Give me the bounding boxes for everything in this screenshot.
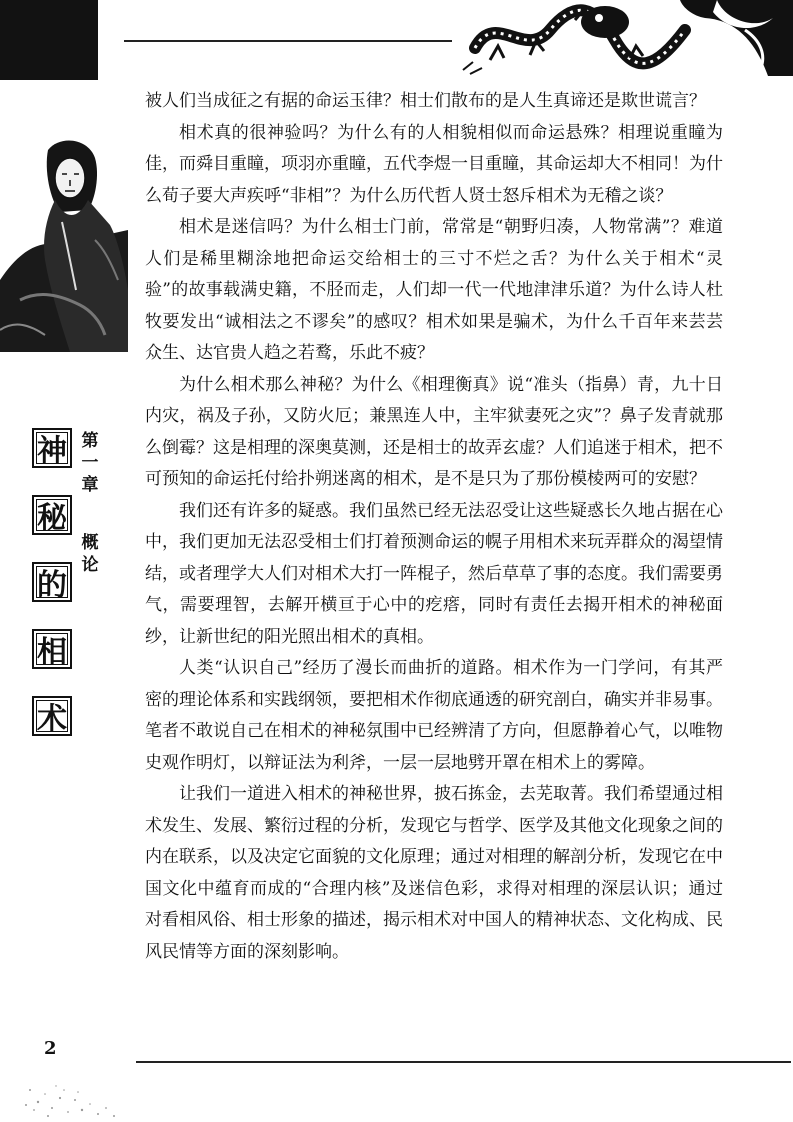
- chapter-heading: [80, 430, 100, 576]
- chapter-char: 第: [81, 431, 99, 451]
- paragraph: 让我们一道进入相术的神秘世界，披石拣金，去芜取菁。我们希望通过相术发生、发展、繁衍过程的分析，发现它与哲学、医学及其他文化现象之间的内在联系，以及决定它面貌的文化原理；通过对相理的解剖分析，发现它在中国文化中蕴育而成的“合理内核”及迷信色彩，求得对相理的深层认识；通过对看相风俗、相士形象的描述，揭示相术对中国人的精神状态、文化构成、民风民情等方面的深刻影响。: [145, 784, 723, 962]
- body-text: [145, 86, 723, 968]
- paragraph: 人类“认识自己”经历了漫长而曲折的道路。相术作为一门学问，有其严密的理论体系和实践纲领，要把相术作彻底通透的研究剖白，确实并非易事。笔者不敢说自己在相术的神秘氛围中已经辨清了方向，但愿静着心气，以唯物史观作明灯，以辩证法为利斧，一层一层地劈开罩在相术上的雾障。: [145, 658, 723, 773]
- page-number: 2: [44, 1038, 57, 1059]
- section-char: 概: [81, 533, 99, 553]
- section-char: 论: [81, 555, 99, 575]
- footer-rule: [136, 1061, 791, 1063]
- header-rule: [124, 40, 452, 42]
- corner-black-block: [0, 0, 98, 80]
- paragraph: 为什么相术那么神秘？为什么《相理衡真》说“准头（指鼻）青，九十日内灾，祸及子孙，又防火厄；兼黑连人中，主牢狱妻死之灾”？鼻子发青就那么倒霉？这是相理的深奥莫测，还是相士的故弄玄虚？人们追迷于相术，把不可预知的命运托付给扑朔迷离的相术，是不是只为了那份模棱两可的安慰？: [145, 374, 723, 489]
- title-char: 相: [32, 629, 72, 669]
- title-char: 秘: [32, 495, 72, 535]
- title-char: 术: [32, 696, 72, 736]
- paragraph: 被人们当成征之有据的命运玉律？相士们散布的是人生真谛还是欺世谎言？: [145, 91, 706, 111]
- title-char: 的: [32, 562, 72, 602]
- portrait-illustration: [0, 130, 128, 352]
- vertical-book-title: [32, 428, 76, 763]
- paragraph: 相术是迷信吗？为什么相士门前，常常是“朝野归凑，人物常满”？难道人们是稀里糊涂地把命运交给相士的三寸不烂之舌？为什么关于相术“灵验”的故事载满史籍，不胫而走，人们却一代一代地津津乐道？为什么诗人杜牧要发出“诚相法之不谬矣”的感叹？相术如果是骗术，为什么千百年来芸芸众生、达官贵人趋之若鹜，乐此不疲？: [145, 217, 723, 363]
- paragraph: 相术真的很神验吗？为什么有的人相貌相似而命运悬殊？相理说重瞳为佳，而舜目重瞳，项羽亦重瞳，五代李煜一目重瞳，其命运却大不相同！为什么荀子要大声疾呼“非相”？为什么历代哲人贤士怒斥相术为无稽之谈？: [145, 122, 723, 206]
- chapter-char: 一: [81, 453, 99, 473]
- title-char: 神: [32, 428, 72, 468]
- speckle-texture: [20, 1050, 130, 1120]
- paragraph: 我们还有许多的疑惑。我们虽然已经无法忍受让这些疑惑长久地占据在心中，我们更加无法忍受相士们打着预测命运的幌子用相术来玩弄群众的渴望情结，或者理学大人们对相术大打一阵棍子，然后草草了事的态度。我们需要勇气，需要理智，去解开横亘于心中的疙瘩，同时有责任去揭开相术的神秘面纱，让新世纪的阳光照出相术的真相。: [145, 500, 723, 647]
- dragon-illustration: [455, 0, 793, 76]
- chapter-char: 章: [81, 475, 99, 495]
